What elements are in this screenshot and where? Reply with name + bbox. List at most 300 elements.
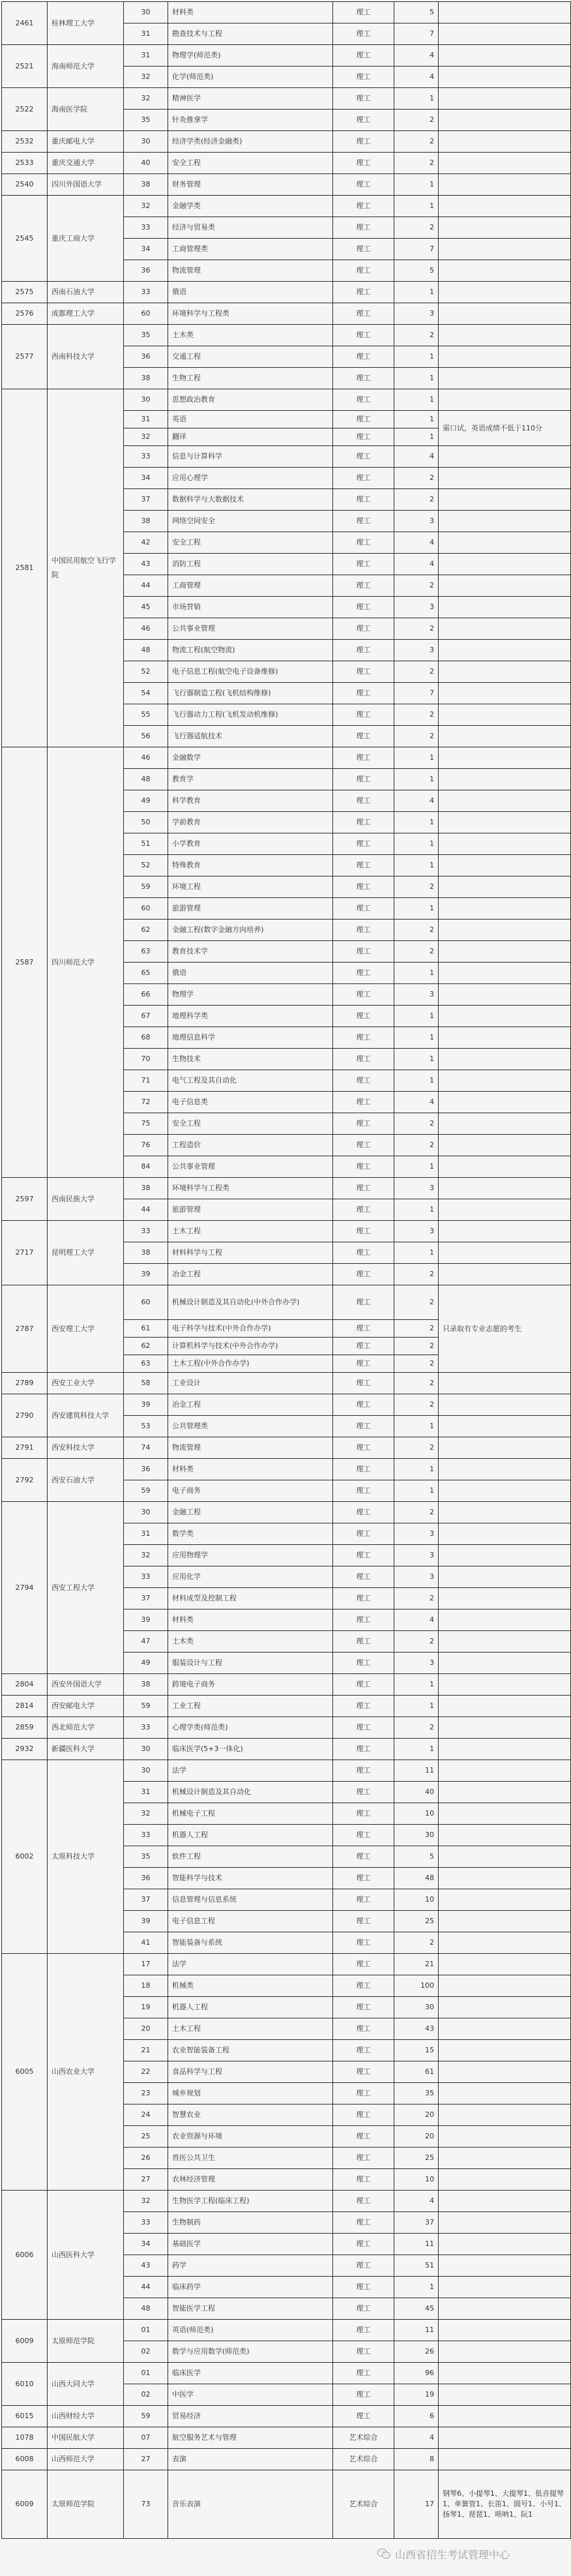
table-row <box>2 1717 571 1739</box>
school-code: 6009 <box>2 2470 48 2539</box>
major-name: 材料类 <box>168 1610 333 1631</box>
major-code: 48 <box>124 640 168 661</box>
remark <box>439 2363 571 2384</box>
major-code: 35 <box>124 325 168 346</box>
major-name: 数学类 <box>168 1523 333 1545</box>
major-code: 31 <box>124 45 168 67</box>
remark <box>439 2298 571 2320</box>
subject-category: 理工 <box>333 1320 394 1338</box>
major-code: 52 <box>124 855 168 876</box>
subject-category: 理工 <box>333 1868 394 1889</box>
plan-count: 11 <box>394 1760 439 1782</box>
major-name: 公共管理类 <box>168 1416 333 1437</box>
major-name: 特殊教育 <box>168 855 333 876</box>
subject-category: 理工 <box>333 110 394 131</box>
major-code: 33 <box>124 217 168 239</box>
remark <box>439 790 571 812</box>
subject-category: 理工 <box>333 984 394 1006</box>
subject-category: 理工 <box>333 1049 394 1070</box>
major-code: 32 <box>124 428 168 446</box>
remark <box>439 1545 571 1566</box>
major-code: 68 <box>124 1027 168 1049</box>
table-row <box>2 303 571 325</box>
plan-count: 2 <box>394 575 439 597</box>
major-name: 临床医学(5+3一体化) <box>168 1739 333 1760</box>
plan-count: 1 <box>394 2277 439 2298</box>
remark <box>439 1199 571 1221</box>
subject-category: 理工 <box>333 1285 394 1320</box>
major-code: 33 <box>124 446 168 468</box>
major-code: 43 <box>124 554 168 575</box>
major-name: 应用物理学 <box>168 1545 333 1566</box>
plan-count: 61 <box>394 2061 439 2083</box>
major-code: 49 <box>124 790 168 812</box>
school-code: 2792 <box>2 1459 48 1502</box>
subject-category: 理工 <box>333 2148 394 2169</box>
remark <box>439 1631 571 1653</box>
plan-count: 2 <box>394 1264 439 1285</box>
major-code: 46 <box>124 618 168 640</box>
school-code: 1078 <box>2 2427 48 2449</box>
school-code: 2814 <box>2 1696 48 1717</box>
major-name: 贸易经济 <box>168 2406 333 2427</box>
major-name: 电子商务 <box>168 1480 333 1502</box>
major-name: 法学 <box>168 1954 333 1975</box>
plan-count: 2 <box>394 217 439 239</box>
remark <box>439 575 571 597</box>
major-code: 33 <box>124 282 168 303</box>
remark <box>439 1760 571 1782</box>
major-code: 39 <box>124 1394 168 1416</box>
remark <box>439 2191 571 2212</box>
school-name: 西北师范大学 <box>48 1717 124 1739</box>
major-code: 31 <box>124 411 168 428</box>
watermark-text: 山西省招生考试管理中心 <box>395 2548 510 2561</box>
plan-count: 3 <box>394 303 439 325</box>
plan-count: 2 <box>394 1355 439 1373</box>
subject-category: 理工 <box>333 790 394 812</box>
wechat-icon <box>377 2548 391 2560</box>
subject-category: 理工 <box>333 1437 394 1459</box>
major-code: 40 <box>124 153 168 174</box>
major-name: 金融工程(数字金融方向培养) <box>168 920 333 941</box>
subject-category: 理工 <box>333 1717 394 1739</box>
subject-category: 理工 <box>333 217 394 239</box>
school-code: 2575 <box>2 282 48 303</box>
plan-count: 1 <box>394 1242 439 1264</box>
remark <box>439 532 571 554</box>
major-name: 软件工程 <box>168 1846 333 1868</box>
major-code: 84 <box>124 1156 168 1178</box>
major-code: 60 <box>124 898 168 920</box>
remark <box>439 1373 571 1394</box>
remark <box>439 1437 571 1459</box>
major-name: 物流管理 <box>168 1437 333 1459</box>
subject-category: 理工 <box>333 2 394 23</box>
major-code: 34 <box>124 468 168 489</box>
major-code: 33 <box>124 1825 168 1846</box>
major-name: 电子信息工程 <box>168 1911 333 1932</box>
plan-count: 1 <box>394 747 439 769</box>
major-code: 59 <box>124 2406 168 2427</box>
major-name: 翻译 <box>168 428 333 446</box>
remark <box>439 1049 571 1070</box>
school-name: 海南师范大学 <box>48 45 124 88</box>
table-row <box>2 1178 571 1199</box>
school-name: 中国民用航空飞行学院 <box>48 389 124 747</box>
major-code: 50 <box>124 812 168 833</box>
plan-count: 3 <box>394 1566 439 1588</box>
subject-category: 理工 <box>333 1502 394 1523</box>
subject-category: 理工 <box>333 661 394 683</box>
remark <box>439 661 571 683</box>
subject-category: 理工 <box>333 1242 394 1264</box>
major-code: 37 <box>124 1588 168 1610</box>
plan-count: 96 <box>394 2363 439 2384</box>
plan-count: 4 <box>394 67 439 88</box>
subject-category: 理工 <box>333 2255 394 2277</box>
remark <box>439 174 571 196</box>
remark <box>439 1846 571 1868</box>
major-code: 47 <box>124 1631 168 1653</box>
remark <box>439 1480 571 1502</box>
major-name: 数学与应用数学(师范类) <box>168 2341 333 2363</box>
table-row <box>2 2470 571 2539</box>
major-code: 30 <box>124 1502 168 1523</box>
major-name: 机械设计制造及其自动化 <box>168 1782 333 1803</box>
plan-count: 2 <box>394 1135 439 1156</box>
plan-count: 4 <box>394 2427 439 2449</box>
school-code: 2859 <box>2 1717 48 1739</box>
major-code: 33 <box>124 2212 168 2234</box>
table-row <box>2 1696 571 1717</box>
major-code: 35 <box>124 110 168 131</box>
school-code: 6005 <box>2 1954 48 2191</box>
plan-count: 1 <box>394 898 439 920</box>
major-code: 17 <box>124 1954 168 1975</box>
subject-category: 理工 <box>333 2104 394 2126</box>
subject-category: 理工 <box>333 468 394 489</box>
major-code: 26 <box>124 2148 168 2169</box>
major-name: 法学 <box>168 1760 333 1782</box>
school-name: 重庆邮电大学 <box>48 131 124 153</box>
remark <box>439 726 571 747</box>
major-code: 42 <box>124 532 168 554</box>
major-code: 32 <box>124 1545 168 1566</box>
major-code: 75 <box>124 1113 168 1135</box>
plan-count: 15 <box>394 2040 439 2061</box>
school-code: 2804 <box>2 1674 48 1696</box>
major-code: 02 <box>124 2341 168 2363</box>
major-code: 46 <box>124 747 168 769</box>
plan-count: 1 <box>394 196 439 217</box>
remark <box>439 489 571 511</box>
major-code: 44 <box>124 2277 168 2298</box>
school-name: 西安建筑科技大学 <box>48 1394 124 1437</box>
plan-count: 1 <box>394 855 439 876</box>
major-name: 跨境电子商务 <box>168 1674 333 1696</box>
school-code: 6009 <box>2 2320 48 2363</box>
remark <box>439 1932 571 1954</box>
plan-count: 5 <box>394 1846 439 1868</box>
major-code: 01 <box>124 2363 168 2384</box>
major-name: 冶金工程 <box>168 1264 333 1285</box>
major-name: 农业智能装备工程 <box>168 2040 333 2061</box>
remark <box>439 1178 571 1199</box>
school-code: 2791 <box>2 1437 48 1459</box>
plan-count: 1 <box>394 1049 439 1070</box>
plan-count: 2 <box>394 618 439 640</box>
subject-category: 理工 <box>333 812 394 833</box>
plan-count: 1 <box>394 1674 439 1696</box>
major-code: 63 <box>124 941 168 963</box>
major-name: 物流工程(航空物流) <box>168 640 333 661</box>
plan-count: 2 <box>394 920 439 941</box>
major-name: 电气工程及其自动化 <box>168 1070 333 1092</box>
subject-category: 理工 <box>333 1566 394 1588</box>
subject-category: 理工 <box>333 704 394 726</box>
plan-count: 5 <box>394 260 439 282</box>
major-code: 39 <box>124 1610 168 1631</box>
table-row <box>2 1394 571 1416</box>
subject-category: 理工 <box>333 2277 394 2298</box>
plan-count: 1 <box>394 1416 439 1437</box>
school-code: 6010 <box>2 2363 48 2406</box>
table-row <box>2 2 571 23</box>
major-code: 62 <box>124 920 168 941</box>
school-name: 太原科技大学 <box>48 1760 124 1954</box>
subject-category: 理工 <box>333 489 394 511</box>
school-name: 西安科技大学 <box>48 1437 124 1459</box>
remark <box>439 260 571 282</box>
major-code: 38 <box>124 1178 168 1199</box>
plan-count: 35 <box>394 2083 439 2104</box>
remark <box>439 2449 571 2470</box>
major-name: 英语 <box>168 411 333 428</box>
subject-category: 理工 <box>333 1911 394 1932</box>
major-code: 32 <box>124 88 168 110</box>
plan-count: 1 <box>394 1480 439 1502</box>
remark <box>439 1975 571 1997</box>
major-name: 环境科学与工程类 <box>168 1178 333 1199</box>
table-row <box>2 2363 571 2384</box>
plan-count: 2 <box>394 1502 439 1523</box>
plan-count: 37 <box>394 2212 439 2234</box>
major-name: 临床药学 <box>168 2277 333 2298</box>
school-name: 新疆医科大学 <box>48 1739 124 1760</box>
school-name: 西安邮电大学 <box>48 1696 124 1717</box>
subject-category: 理工 <box>333 2191 394 2212</box>
plan-count: 25 <box>394 1911 439 1932</box>
major-code: 31 <box>124 1782 168 1803</box>
remark <box>439 2212 571 2234</box>
major-code: 33 <box>124 1566 168 1588</box>
plan-count: 3 <box>394 511 439 532</box>
major-code: 32 <box>124 67 168 88</box>
major-code: 54 <box>124 683 168 704</box>
subject-category: 理工 <box>333 1459 394 1480</box>
major-name: 应用心理学 <box>168 468 333 489</box>
school-code: 6008 <box>2 2449 48 2470</box>
major-name: 金融数学 <box>168 747 333 769</box>
plan-count: 20 <box>394 2104 439 2126</box>
plan-count: 3 <box>394 1523 439 1545</box>
remark <box>439 446 571 468</box>
plan-count: 2 <box>394 489 439 511</box>
major-code: 45 <box>124 597 168 618</box>
plan-count: 2 <box>394 1631 439 1653</box>
plan-count: 2 <box>394 1320 439 1338</box>
plan-count: 2 <box>394 1338 439 1355</box>
subject-category: 理工 <box>333 640 394 661</box>
school-code: 2461 <box>2 2 48 45</box>
subject-category: 理工 <box>333 428 394 446</box>
remark <box>439 941 571 963</box>
table-body <box>2 2 571 2539</box>
school-code: 2790 <box>2 1394 48 1437</box>
remark: 需口试，英语成绩不低于110分 <box>439 411 571 446</box>
major-name: 智慧农业 <box>168 2104 333 2126</box>
school-name: 西安理工大学 <box>48 1285 124 1373</box>
school-code: 2540 <box>2 174 48 196</box>
major-code: 31 <box>124 1523 168 1545</box>
major-name: 消防工程 <box>168 554 333 575</box>
major-code: 44 <box>124 1199 168 1221</box>
plan-count: 26 <box>394 2341 439 2363</box>
major-name: 物流管理 <box>168 260 333 282</box>
major-code: 27 <box>124 2449 168 2470</box>
major-code: 48 <box>124 769 168 790</box>
major-name: 机械类 <box>168 1975 333 1997</box>
major-code: 65 <box>124 963 168 984</box>
remark <box>439 1221 571 1242</box>
school-name: 重庆工商大学 <box>48 196 124 282</box>
subject-category: 理工 <box>333 1739 394 1760</box>
major-code: 59 <box>124 876 168 898</box>
major-code: 36 <box>124 1868 168 1889</box>
remark <box>439 1416 571 1437</box>
plan-count: 11 <box>394 2234 439 2255</box>
school-name: 重庆交通大学 <box>48 153 124 174</box>
major-name: 物理学 <box>168 984 333 1006</box>
school-name: 西南石油大学 <box>48 282 124 303</box>
plan-count: 2 <box>394 1373 439 1394</box>
major-name: 经济学类(经济金融类) <box>168 131 333 153</box>
subject-category: 理工 <box>333 303 394 325</box>
major-name: 表演 <box>168 2449 333 2470</box>
remark <box>439 1264 571 1285</box>
major-name: 安全工程 <box>168 153 333 174</box>
major-code: 36 <box>124 1459 168 1480</box>
plan-count: 2 <box>394 131 439 153</box>
plan-count: 1 <box>394 88 439 110</box>
major-name: 生物工程 <box>168 368 333 389</box>
plan-count: 2 <box>394 1394 439 1416</box>
major-code: 73 <box>124 2470 168 2539</box>
major-code: 22 <box>124 2061 168 2083</box>
major-name: 精神医学 <box>168 88 333 110</box>
plan-count: 4 <box>394 446 439 468</box>
remark <box>439 1997 571 2018</box>
school-name: 西安石油大学 <box>48 1459 124 1502</box>
plan-count: 4 <box>394 1610 439 1631</box>
table-row <box>2 1739 571 1760</box>
major-code: 32 <box>124 196 168 217</box>
major-name: 安全工程 <box>168 532 333 554</box>
school-name: 山西医科大学 <box>48 2191 124 2320</box>
table-row <box>2 153 571 174</box>
subject-category: 理工 <box>333 1610 394 1631</box>
remark <box>439 368 571 389</box>
school-name: 西安工程大学 <box>48 1502 124 1674</box>
plan-count: 2 <box>394 153 439 174</box>
table-row <box>2 2320 571 2341</box>
major-name: 环境工程 <box>168 876 333 898</box>
remark <box>439 1588 571 1610</box>
major-name: 电子信息类 <box>168 1092 333 1113</box>
plan-count: 1 <box>394 174 439 196</box>
school-name: 山西师范大学 <box>48 2449 124 2470</box>
table-row <box>2 1760 571 1782</box>
subject-category: 理工 <box>333 2018 394 2040</box>
major-code: 55 <box>124 704 168 726</box>
remark <box>439 2061 571 2083</box>
major-name: 冶金工程 <box>168 1394 333 1416</box>
table-row <box>2 1954 571 1975</box>
table-row <box>2 174 571 196</box>
major-code: 71 <box>124 1070 168 1092</box>
subject-category: 理工 <box>333 389 394 411</box>
school-code: 2787 <box>2 1285 48 1373</box>
subject-category: 理工 <box>333 174 394 196</box>
subject-category: 理工 <box>333 726 394 747</box>
plan-count: 7 <box>394 23 439 45</box>
major-name: 智能科学与技术 <box>168 1868 333 1889</box>
major-code: 53 <box>124 1416 168 1437</box>
plan-count: 2 <box>394 704 439 726</box>
subject-category: 理工 <box>333 1889 394 1911</box>
remark <box>439 468 571 489</box>
remark <box>439 2320 571 2341</box>
plan-count: 1 <box>394 368 439 389</box>
plan-count: 1 <box>394 282 439 303</box>
subject-category: 艺术综合 <box>333 2449 394 2470</box>
school-name: 西安工业大学 <box>48 1373 124 1394</box>
major-name: 计算机科学与技术(中外合作办学) <box>168 1338 333 1355</box>
plan-count: 1 <box>394 1027 439 1049</box>
major-name: 城乡规划 <box>168 2083 333 2104</box>
major-name: 工商管理类 <box>168 239 333 260</box>
subject-category: 理工 <box>333 2061 394 2083</box>
remark <box>439 963 571 984</box>
remark <box>439 346 571 368</box>
school-name: 四川师范大学 <box>48 747 124 1178</box>
major-code: 60 <box>124 1285 168 1320</box>
remark <box>439 2040 571 2061</box>
plan-count: 1 <box>394 1070 439 1092</box>
school-code: 6015 <box>2 2406 48 2427</box>
school-code: 2576 <box>2 303 48 325</box>
remark <box>439 1459 571 1480</box>
subject-category: 理工 <box>333 2040 394 2061</box>
major-name: 交通工程 <box>168 346 333 368</box>
plan-count: 2 <box>394 726 439 747</box>
subject-category: 理工 <box>333 1394 394 1416</box>
school-name: 山西大同大学 <box>48 2363 124 2406</box>
plan-count: 20 <box>394 2126 439 2148</box>
major-code: 41 <box>124 1932 168 1954</box>
subject-category: 理工 <box>333 2406 394 2427</box>
